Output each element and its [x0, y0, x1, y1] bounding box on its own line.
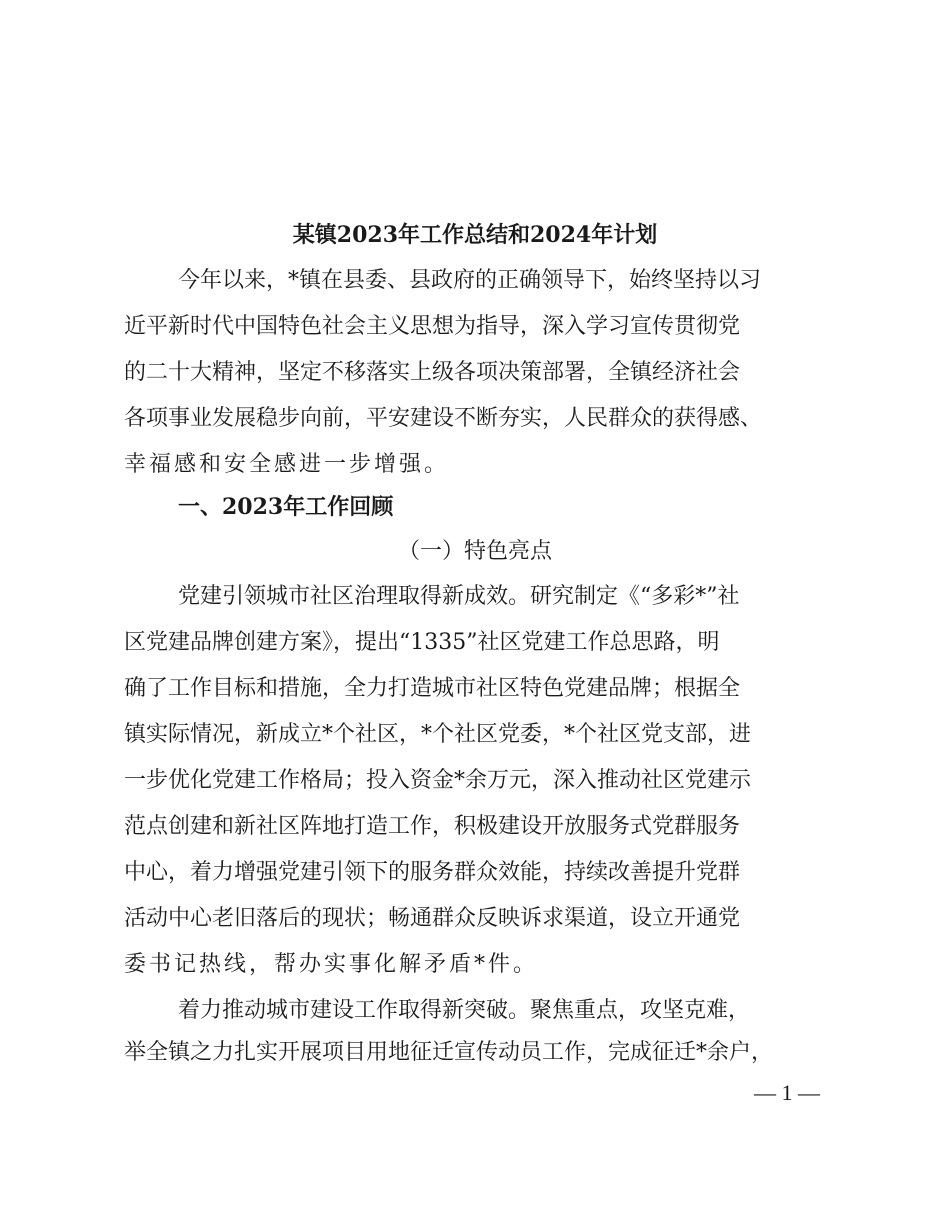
para1-line-5: 一步优化党建工作格局；投入资金*余万元，深入推动社区党建示: [124, 768, 752, 793]
page-number: — 1 —: [754, 1080, 820, 1105]
para1-line-8: 活动中心老旧落后的现状；畅通群众反映诉求渠道，设立开通党: [124, 906, 741, 931]
para2-line-1: 着力推动城市建设工作取得新突破。聚焦重点，攻坚克难，: [178, 998, 751, 1023]
intro-line-5: 幸福感和安全感进一步增强。: [124, 452, 450, 477]
document-title: 某镇2023年工作总结和2024年计划: [292, 222, 658, 248]
para1-line-7: 中心，着力增强党建引领下的服务群众效能，持续改善提升党群: [124, 860, 741, 885]
subsection-heading: （一）特色亮点: [397, 539, 552, 564]
section-heading: 一、2023年工作回顾: [178, 494, 394, 520]
para1-line-2: 区党建品牌创建方案》，提出“1335”社区党建工作总思路，明: [124, 630, 720, 655]
para2-line-2: 举全镇之力扎实开展项目用地征迁宣传动员工作，完成征迁*余户，: [124, 1040, 774, 1065]
para1-line-4: 镇实际情况，新成立*个社区，*个社区党委，*个社区党支部，进: [124, 722, 752, 747]
intro-line-2: 近平新时代中国特色社会主义思想为指导，深入学习宣传贯彻党: [124, 314, 741, 339]
intro-line-3: 的二十大精神，坚定不移落实上级各项决策部署，全镇经济社会: [124, 360, 741, 385]
para1-line-9: 委书记热线，帮办实事化解矛盾*件。: [124, 952, 539, 977]
para1-line-6: 范点创建和新社区阵地打造工作，积极建设开放服务式党群服务: [124, 814, 741, 839]
para1-line-1: 党建引领城市社区治理取得新成效。研究制定《“多彩*”社: [178, 584, 740, 609]
intro-line-1: 今年以来，*镇在县委、县政府的正确领导下，始终坚持以习: [178, 268, 762, 293]
intro-line-4: 各项事业发展稳步向前，平安建设不断夯实，人民群众的获得感、: [124, 406, 763, 431]
para1-line-3: 确了工作目标和措施，全力打造城市社区特色党建品牌；根据全: [124, 676, 741, 701]
